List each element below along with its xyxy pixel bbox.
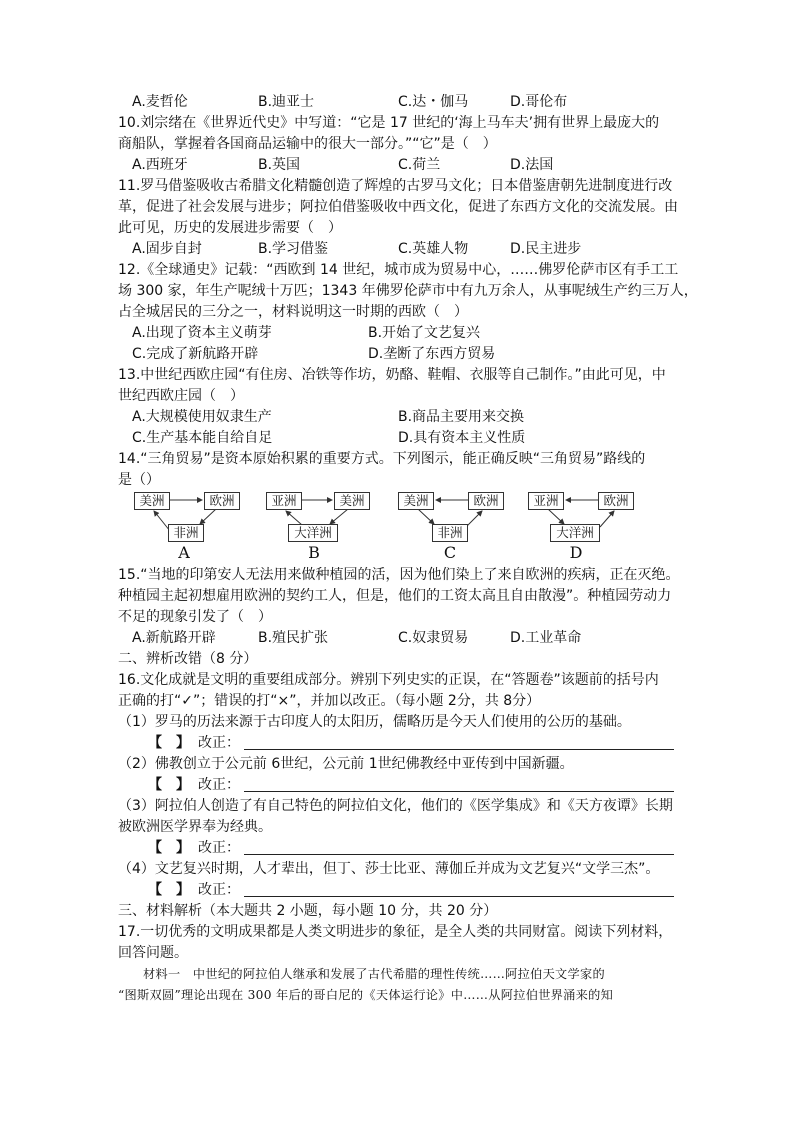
- box-top-left: 美洲: [134, 492, 170, 510]
- q12-options-row1: [118, 323, 680, 344]
- q16-item-3: 被欧洲医学界奉为经典。: [118, 819, 272, 835]
- box-bottom: 非洲: [432, 524, 468, 542]
- option-d[interactable]: D.垄断了东西方贸易: [368, 346, 496, 362]
- q11-options: [118, 239, 680, 260]
- question-11-stem: 革，促进了社会发展与进步；阿拉伯借鉴吸收中西文化，促进了东西方文化的交流发展。由: [118, 199, 678, 215]
- judgement-bracket[interactable]: 【 】: [148, 777, 190, 793]
- box-top-right: 欧洲: [598, 492, 634, 510]
- section-2-heading: 二、辨析改错（8 分）: [118, 651, 258, 667]
- question-15-stem: 种植园主起初想雇用欧洲的契约工人，但是，他们的工资太高且自由散漫”。种植园劳动力: [118, 588, 672, 604]
- answer-line[interactable]: [244, 749, 674, 750]
- q9-options: [118, 92, 680, 113]
- question-11-stem: 11.罗马借鉴吸收古希腊文化精髓创造了辉煌的古罗马文化；日本借鉴唐朝先进制度进行改: [118, 178, 673, 194]
- answer-line[interactable]: [244, 791, 674, 792]
- question-10-stem: 商船队，掌握着各国商品运输中的很大一部分。”“它”是（ ）: [118, 136, 497, 152]
- option-b[interactable]: B.迪亚士: [258, 94, 315, 110]
- fix-label: 改正：: [198, 882, 240, 898]
- question-13-stem: 13.中世纪西欧庄园“有住房、冶铁等作坊，奶酪、鞋帽、衣服等自己制作。”由此可见，中: [118, 367, 666, 383]
- box-bottom: 大洋洲: [550, 524, 600, 542]
- diagram-label: B: [308, 543, 320, 562]
- section-3-heading: 三、材料解析（本大题共 2 小题，每小题 10 分，共 20 分）: [118, 903, 498, 919]
- judgement-bracket[interactable]: 【 】: [148, 735, 190, 751]
- option-b[interactable]: B.开始了文艺复兴: [368, 325, 481, 341]
- option-a[interactable]: A.麦哲伦: [132, 94, 188, 110]
- option-b[interactable]: B.英国: [258, 157, 301, 173]
- q13-options-row2: [118, 428, 680, 449]
- question-12-stem: 12.《全球通史》记载：“西欧到 14 世纪，城市成为贸易中心，……佛罗伦萨市区有手工工: [118, 262, 679, 278]
- question-12-stem: 占全城居民的三分之一，材料说明这一时期的西欧（ ）: [118, 304, 468, 320]
- q10-options: [118, 155, 680, 176]
- question-10-stem: 10.刘宗绪在《世界近代史》中写道：“它是 17 世纪的‘海上马车夫’拥有世界上最庞大的: [118, 115, 660, 131]
- option-b[interactable]: B.学习借鉴: [258, 241, 329, 257]
- question-16-stem: 正确的打“✓”；错误的打“×”，并加以改正。（每小题 2分，共 8分）: [118, 693, 541, 709]
- option-d[interactable]: D.法国: [510, 157, 554, 173]
- option-d[interactable]: D.哥伦布: [510, 94, 568, 110]
- question-14-stem: 是（）: [118, 472, 160, 488]
- option-b[interactable]: B.商品主要用来交换: [398, 409, 525, 425]
- diagram-label: C: [443, 543, 457, 562]
- box-top-right: 美洲: [334, 492, 370, 510]
- q15-options: [118, 628, 680, 649]
- box-bottom: 大洋洲: [288, 524, 338, 542]
- question-17-stem: 17.一切优秀的文明成果都是人类文明进步的象征，是全人类的共同财富。阅读下列材料，: [118, 924, 673, 940]
- trade-route-diagrams: [118, 491, 680, 565]
- option-a[interactable]: A.西班牙: [132, 157, 188, 173]
- option-a[interactable]: A.出现了资本主义萌芽: [132, 325, 272, 341]
- judgement-bracket[interactable]: 【 】: [148, 840, 190, 856]
- diagram-c[interactable]: [396, 491, 512, 565]
- question-11-stem: 此可见，历史的发展进步需要（ ）: [118, 220, 342, 236]
- q13-options-row1: [118, 407, 680, 428]
- option-c[interactable]: C.奴隶贸易: [398, 630, 469, 646]
- option-d[interactable]: D.工业革命: [510, 630, 582, 646]
- option-d[interactable]: D.具有资本主义性质: [398, 430, 526, 446]
- diagram-label: A: [178, 543, 190, 562]
- option-a[interactable]: A.固步自封: [132, 241, 202, 257]
- option-c[interactable]: C.达・伽马: [398, 94, 469, 110]
- question-17-stem: 回答问题。: [118, 945, 188, 961]
- answer-line[interactable]: [244, 896, 674, 897]
- box-top-left: 亚洲: [266, 492, 302, 510]
- q16-item-3-correction: [118, 838, 680, 859]
- question-14-stem: 14.“三角贸易”是资本原始积累的重要方式。下列图示，能正确反映“三角贸易”路线的: [118, 451, 646, 467]
- box-top-left: 美洲: [398, 492, 434, 510]
- option-a[interactable]: A.新航路开辟: [132, 630, 216, 646]
- q16-item-2-correction: [118, 775, 680, 796]
- q16-item-4: （4）文艺复兴时期，人才辈出，但丁、莎士比亚、薄伽丘并成为文艺复兴“文学三杰”。: [118, 861, 660, 877]
- q16-item-2: （2）佛教创立于公元前 6世纪，公元前 1世纪佛教经中亚传到中国新疆。: [118, 756, 574, 772]
- question-15-stem: 15.“当地的印第安人无法用来做种植园的活，因为他们染上了来自欧洲的疾病，正在灭绝。: [118, 567, 680, 583]
- answer-line[interactable]: [244, 854, 674, 855]
- diagram-d[interactable]: [526, 491, 642, 565]
- question-15-stem: 不足的现象引发了（ ）: [118, 609, 272, 625]
- box-top-right: 欧洲: [204, 492, 240, 510]
- diagram-b[interactable]: [264, 491, 380, 565]
- q16-item-4-correction: [118, 880, 680, 901]
- box-bottom: 非洲: [168, 524, 204, 542]
- option-c[interactable]: C.英雄人物: [398, 241, 469, 257]
- option-c[interactable]: C.生产基本能自给自足: [132, 430, 273, 446]
- q16-item-1-correction: [118, 733, 680, 754]
- option-a[interactable]: A.大规模使用奴隶生产: [132, 409, 272, 425]
- q12-options-row2: [118, 344, 680, 365]
- diagram-a[interactable]: [132, 491, 248, 565]
- option-b[interactable]: B.殖民扩张: [258, 630, 329, 646]
- judgement-bracket[interactable]: 【 】: [148, 882, 190, 898]
- option-c[interactable]: C.完成了新航路开辟: [132, 346, 259, 362]
- fix-label: 改正：: [198, 840, 240, 856]
- q16-item-3: （3）阿拉伯人创造了有自己特色的阿拉伯文化，他们的《医学集成》和《天方夜谭》长期: [118, 798, 673, 814]
- option-c[interactable]: C.荷兰: [398, 157, 441, 173]
- exam-page: [118, 92, 698, 1006]
- option-d[interactable]: D.民主进步: [510, 241, 582, 257]
- question-12-stem: 场 300 家，年生产呢绒十万匹；1343 年佛罗伦萨市中有九万余人，从事呢绒生产约三万人，: [118, 283, 698, 299]
- material-one-text: “图斯双圆”理论出现在 300 年后的哥白尼的《天体运行论》中……从阿拉伯世界涌来的知: [118, 988, 614, 1002]
- diagram-label: D: [569, 543, 583, 562]
- fix-label: 改正：: [198, 735, 240, 751]
- box-top-left: 亚洲: [528, 492, 564, 510]
- question-13-stem: 世纪西欧庄园（ ）: [118, 388, 244, 404]
- fix-label: 改正：: [198, 777, 240, 793]
- box-top-right: 欧洲: [468, 492, 504, 510]
- question-16-stem: 16.文化成就是文明的重要组成部分。辨别下列史实的正误，在“答题卷”该题前的括号内: [118, 672, 659, 688]
- material-one-text: 材料一 中世纪的阿拉伯人继承和发展了古代希腊的理性传统……阿拉伯天文学家的: [118, 967, 606, 981]
- q16-item-1: （1）罗马的历法来源于古印度人的太阳历，儒略历是今天人们使用的公历的基础。: [118, 714, 631, 730]
